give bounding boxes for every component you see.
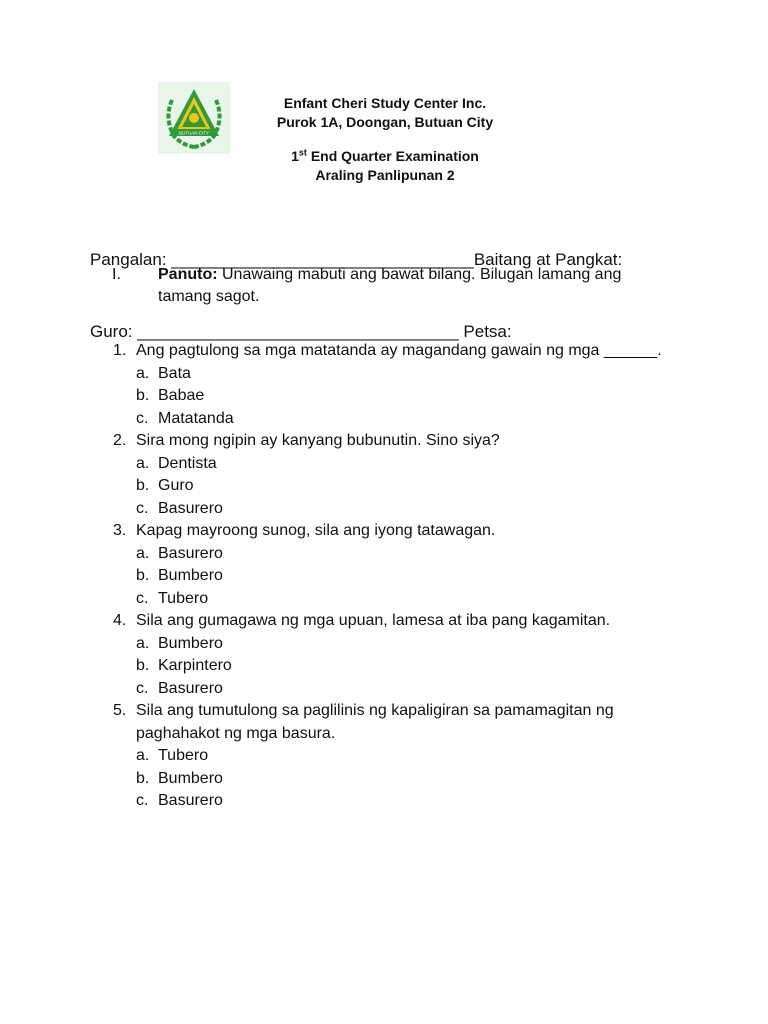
question-text: Sila ang tumutulong sa paglilinis ng kapaligiran sa pamamagitan ng paghahakot ng mga basura. xyxy=(136,702,614,742)
option-text: Bumbero xyxy=(158,634,223,652)
option-text: Matatanda xyxy=(158,409,234,427)
option-letter: a. xyxy=(136,747,150,764)
name-grade-line: Pangalan: ________________________________Baitang at Pangkat: xyxy=(90,250,623,269)
option-text: Basurero xyxy=(158,792,223,809)
option-letter: c. xyxy=(136,499,149,517)
option-letter: b. xyxy=(136,769,150,787)
answer-options xyxy=(136,453,683,521)
section-numeral: I. xyxy=(112,266,121,283)
answer-option[interactable] xyxy=(136,655,683,678)
option-text: Bumbero xyxy=(158,769,223,787)
answer-option[interactable] xyxy=(136,498,683,521)
answer-option[interactable] xyxy=(136,565,683,588)
option-letter: a. xyxy=(136,364,150,382)
answer-options xyxy=(136,543,683,611)
instruction-text: Panuto: Unawaing mabuti ang bawat bilang. Bilugan lamang ang tamang sagot. xyxy=(158,266,622,305)
question-item xyxy=(113,430,683,520)
answer-option[interactable] xyxy=(136,745,683,768)
option-letter: c. xyxy=(136,679,149,697)
question-number: 3. xyxy=(113,522,127,539)
school-address: Purok 1A, Doongan, Butuan City xyxy=(276,113,494,130)
option-letter: b. xyxy=(136,657,150,674)
answer-options xyxy=(136,745,683,813)
option-letter: a. xyxy=(136,634,150,652)
question-number: 1. xyxy=(113,342,127,359)
option-text: Basurero xyxy=(158,499,223,517)
answer-option[interactable] xyxy=(136,588,683,611)
answer-option[interactable] xyxy=(136,633,683,656)
option-text: Basurero xyxy=(158,544,223,562)
option-letter: a. xyxy=(136,454,150,472)
option-letter: b. xyxy=(136,477,150,494)
answer-option[interactable] xyxy=(136,385,683,408)
option-letter: b. xyxy=(136,387,150,404)
answer-option[interactable] xyxy=(136,790,683,813)
option-text: Guro xyxy=(158,477,194,494)
question-text: Sila ang gumagawa ng mga upuan, lamesa at iba pang kagamitan. xyxy=(136,612,611,629)
school-seal-icon xyxy=(158,82,230,154)
option-letter: c. xyxy=(136,589,149,607)
logo-text: BUTUAN CITY xyxy=(178,130,210,136)
question-list xyxy=(113,340,683,813)
option-letter: c. xyxy=(136,792,149,809)
teacher-date-line: Guro: __________________________________ Petsa: xyxy=(90,322,512,341)
question-item xyxy=(113,610,683,700)
question-item xyxy=(113,700,683,813)
answer-option[interactable] xyxy=(136,475,683,498)
option-text: Bata xyxy=(158,364,191,382)
option-text: Tubero xyxy=(158,747,209,764)
question-text: Kapag mayroong sunog, sila ang iyong tatawagan. xyxy=(136,522,496,539)
question-number: 5. xyxy=(113,702,127,719)
answer-option[interactable] xyxy=(136,408,683,431)
option-text: Tubero xyxy=(158,589,209,607)
option-letter: c. xyxy=(136,409,149,427)
option-text: Karpintero xyxy=(158,657,232,674)
instruction-label: Panuto: xyxy=(158,266,218,283)
question-item xyxy=(113,340,683,430)
option-letter: a. xyxy=(136,544,150,562)
answer-option[interactable] xyxy=(136,543,683,566)
option-text: Basurero xyxy=(158,679,223,697)
option-text: Bumbero xyxy=(158,567,223,584)
exam-title: 1st End Quarter Examination xyxy=(291,147,479,164)
question-text: Sira mong ngipin ay kanyang bubunutin. Sino siya? xyxy=(136,432,500,449)
option-text: Dentista xyxy=(158,454,217,472)
answer-option[interactable] xyxy=(136,768,683,791)
answer-option[interactable] xyxy=(136,363,683,386)
school-logo xyxy=(158,82,230,154)
answer-options xyxy=(136,363,683,431)
option-letter: b. xyxy=(136,567,150,584)
answer-option[interactable] xyxy=(136,453,683,476)
school-name: Enfant Cheri Study Center Inc. xyxy=(283,95,487,111)
question-item xyxy=(113,520,683,610)
option-text: Babae xyxy=(158,387,205,404)
question-text: Ang pagtulong sa mga matatanda ay magandang gawain ng mga ______. xyxy=(136,342,662,359)
document-header xyxy=(230,94,540,184)
question-number: 2. xyxy=(113,432,127,449)
question-number: 4. xyxy=(113,612,127,629)
answer-option[interactable] xyxy=(136,678,683,701)
exam-subject: Araling Panlipunan 2 xyxy=(315,166,455,183)
answer-options xyxy=(136,633,683,701)
